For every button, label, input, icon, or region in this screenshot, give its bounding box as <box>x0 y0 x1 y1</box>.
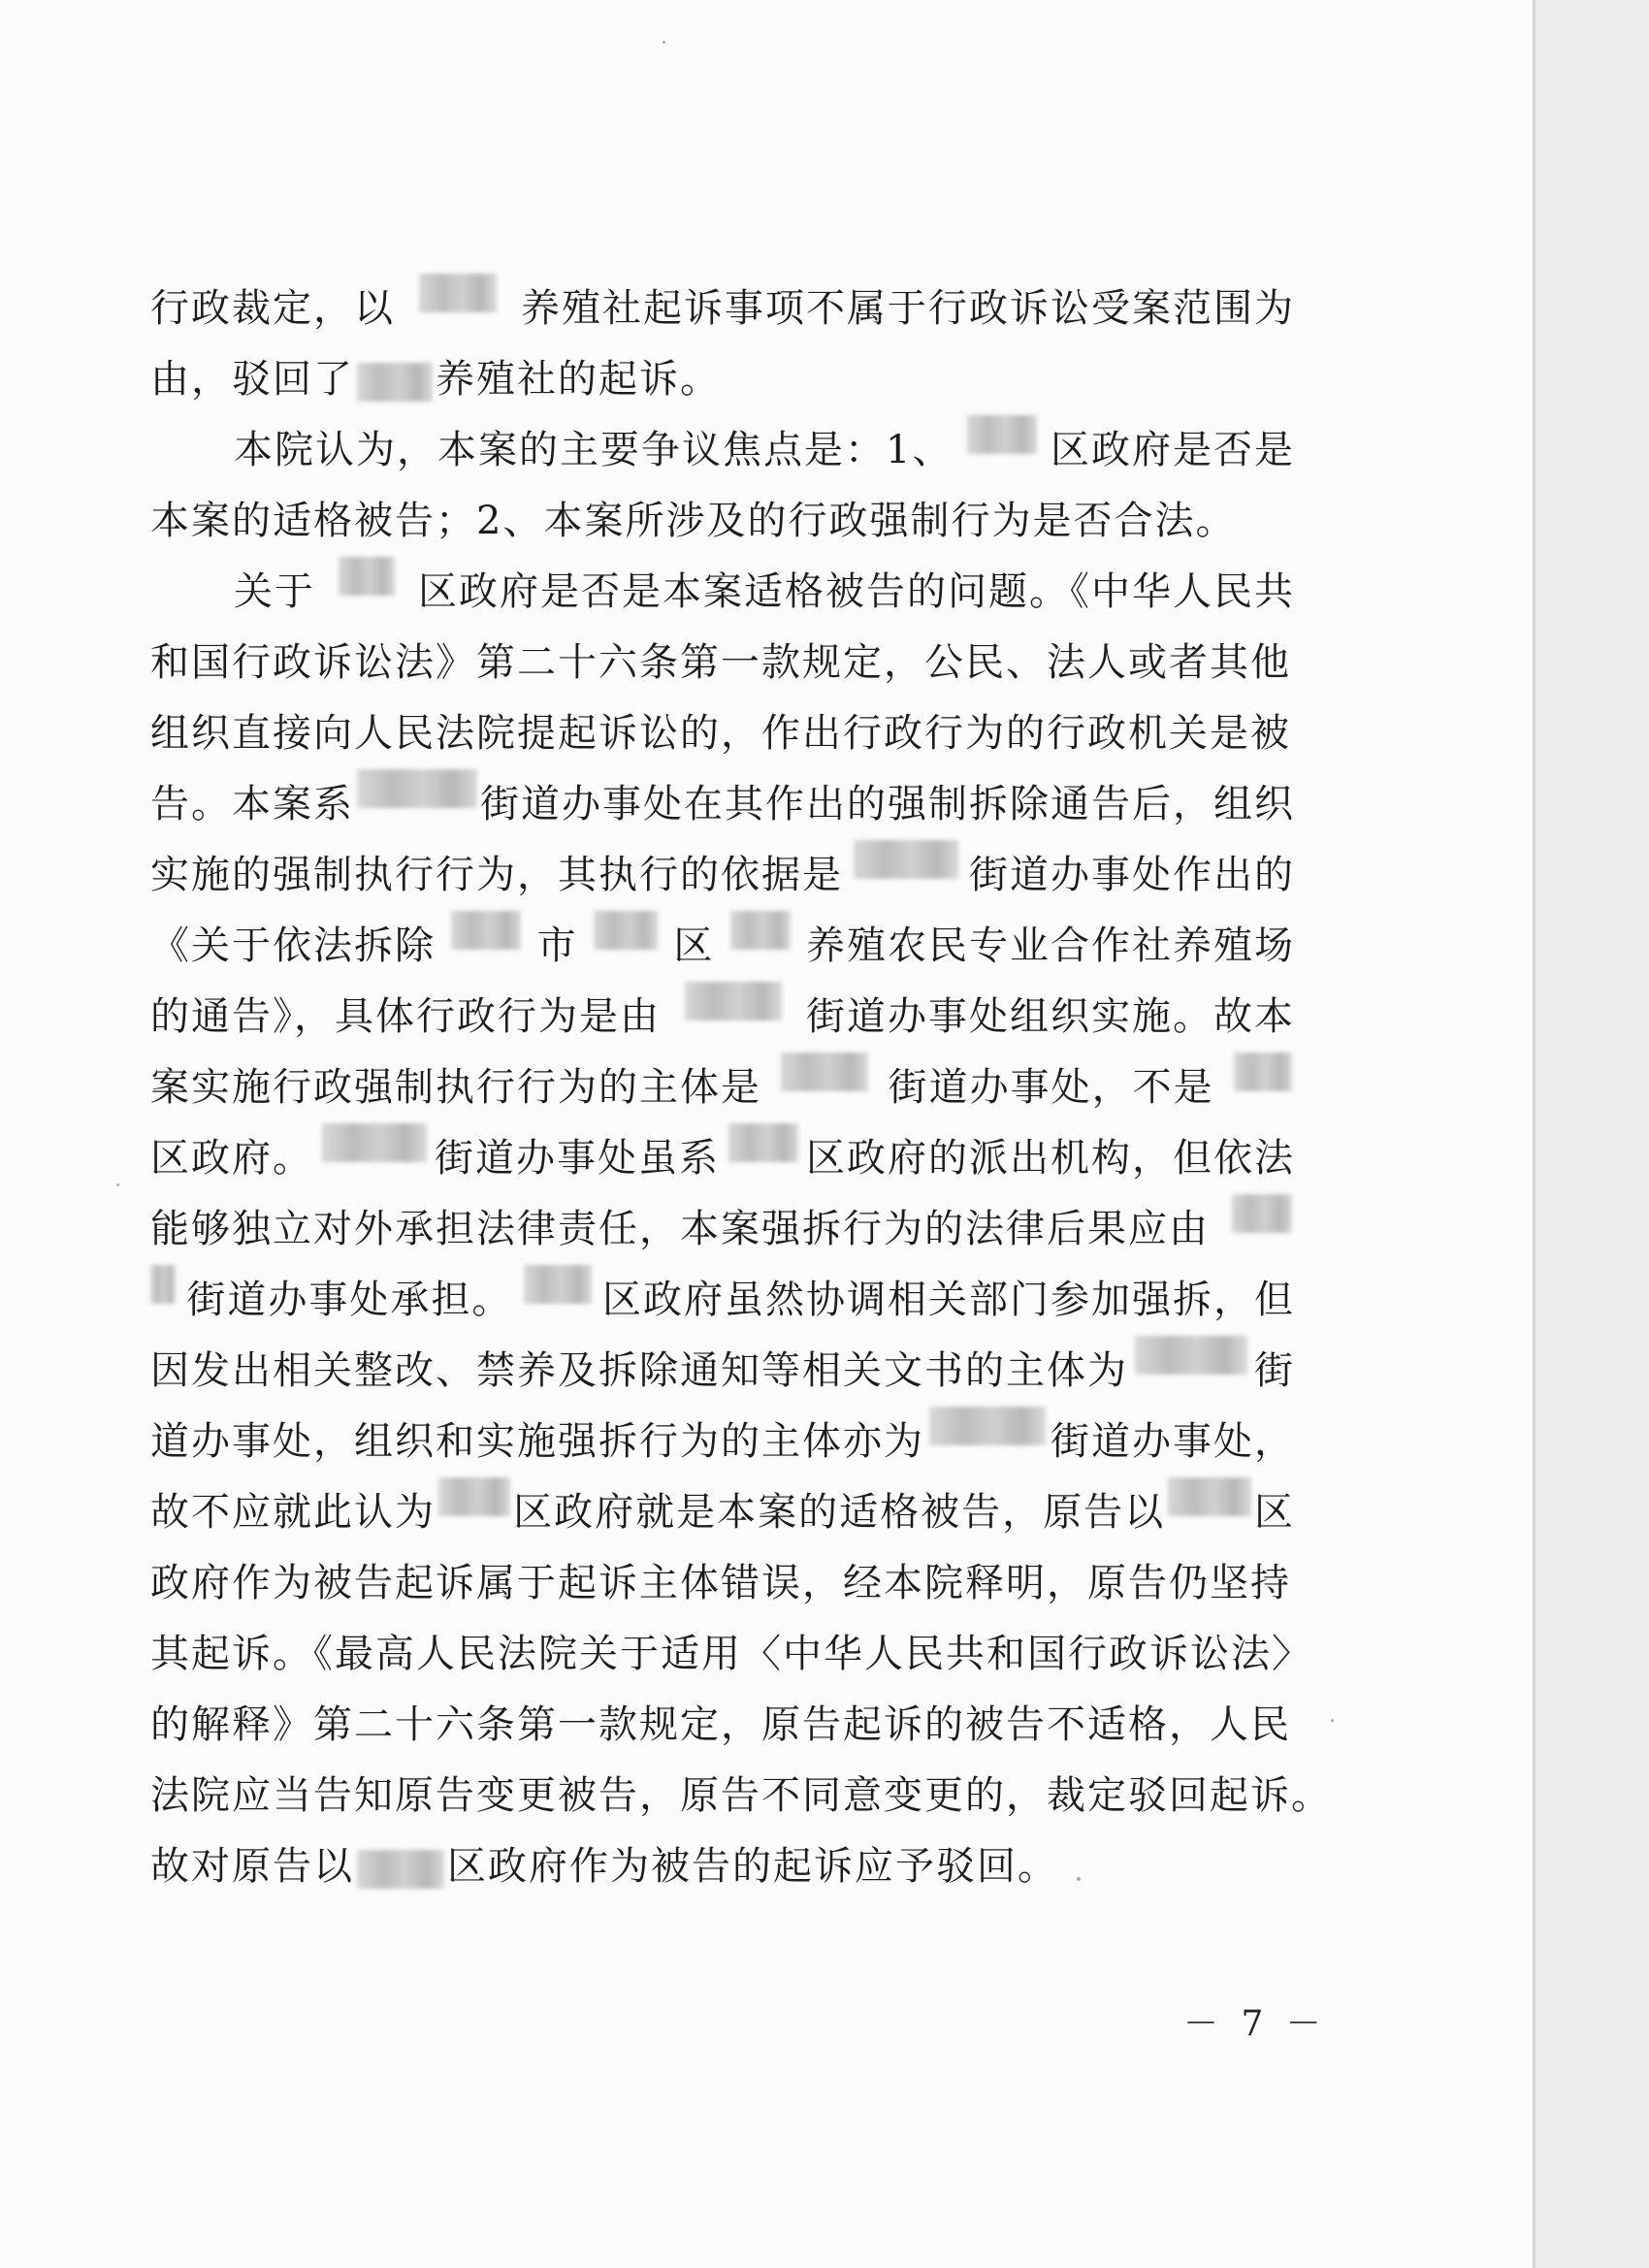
line-text: 区政府。 <box>150 1136 313 1181</box>
redacted-name <box>781 1053 868 1091</box>
redacted-name <box>594 911 658 950</box>
line-text: 的通告》，具体行政行为是由 <box>150 994 661 1039</box>
redacted-name <box>419 274 497 312</box>
line-text: 街道办事处承担。 <box>186 1278 513 1322</box>
scan-speck <box>1077 1877 1081 1881</box>
line-text: 街道办事处作出的 <box>969 853 1295 897</box>
line-text: 街道办事处虽系 <box>435 1136 720 1181</box>
line-text: 本案的适格被告；2、本案所涉及的行政强制行为是否合法。 <box>150 499 1237 543</box>
text-line-6 <box>150 628 1295 698</box>
line-text: 故对原告以 <box>150 1844 354 1889</box>
text-line-12 <box>150 1053 1295 1123</box>
line-text: 本院认为，本案的主要争议焦点是：1、 <box>234 428 954 472</box>
text-line-18 <box>150 1477 1295 1548</box>
redacted-name <box>1232 1194 1292 1233</box>
redacted-name <box>150 1265 176 1304</box>
line-text: 街道办事处组织实施。故本 <box>806 994 1295 1039</box>
line-text: 《关于依法拆除 <box>150 923 436 968</box>
line-text: 区政府作为被告的起诉应予驳回。 <box>447 1844 1058 1889</box>
redacted-name <box>339 557 395 596</box>
text-line-7 <box>150 698 1295 769</box>
redacted-name <box>730 911 791 950</box>
text-line-5 <box>234 557 1295 628</box>
line-text: 政府作为被告起诉属于起诉主体错误，经本院释明，原告仍坚持 <box>150 1561 1291 1605</box>
text-line-19 <box>150 1548 1295 1619</box>
line-text: 的解释》第二十六条第一款规定，原告起诉的被告不适格，人民 <box>150 1702 1291 1747</box>
text-line-20 <box>150 1619 1312 1690</box>
line-text: 区政府是否是 <box>1050 428 1295 472</box>
text-line-11 <box>150 982 1295 1053</box>
line-text: 街 <box>1254 1348 1295 1393</box>
redacted-name <box>451 911 521 950</box>
text-line-16 <box>150 1336 1295 1407</box>
line-text: 行政裁定，以 <box>150 286 395 331</box>
redacted-name <box>357 1850 444 1889</box>
line-text: 养殖社的起诉。 <box>436 357 721 402</box>
line-text: 养殖农民专业合作社养殖场 <box>805 923 1295 968</box>
redacted-name <box>1135 1336 1247 1375</box>
line-text: 案实施行政强制执行行为的主体是 <box>150 1065 761 1110</box>
line-text: 因发出相关整改、禁养及拆除通知等相关文书的主体为 <box>150 1348 1128 1393</box>
redacted-name <box>854 840 958 879</box>
redacted-name <box>1234 1053 1292 1091</box>
redacted-name <box>438 1477 510 1516</box>
line-text: 区政府就是本案的适格被告，原告以 <box>513 1490 1166 1535</box>
line-text: 和国行政诉讼法》第二十六条第一款规定，公民、法人或者其他 <box>150 640 1291 685</box>
redacted-name <box>685 982 782 1021</box>
redacted-name <box>1168 1477 1251 1516</box>
text-line-10 <box>150 911 1295 982</box>
line-text: 法院应当告知原告变更被告，原告不同意变更的，裁定驳回起诉。 <box>150 1773 1332 1818</box>
redacted-name <box>357 363 433 402</box>
line-text: 能够独立对外承担法律责任，本案强拆行为的法律后果应由 <box>150 1207 1210 1251</box>
line-text: 街道办事处在其作出的强制拆除通告后，组织 <box>480 782 1295 826</box>
text-line-3 <box>234 415 1295 486</box>
text-line-17 <box>150 1407 1295 1477</box>
text-line-13 <box>150 1123 1295 1194</box>
scan-speck <box>1331 1719 1334 1722</box>
line-text: 区政府的派出机构，但依法 <box>806 1136 1295 1181</box>
scan-speck <box>663 41 665 44</box>
line-text: 关于 <box>234 569 315 614</box>
redacted-name <box>728 1123 798 1162</box>
line-text: 市 <box>536 923 578 968</box>
scanner-background <box>1536 0 1649 2268</box>
line-text: 实施的强制执行行为，其执行的依据是 <box>150 853 843 897</box>
line-text: 区政府是否是本案适格被告的问题。《中华人民共 <box>418 569 1295 614</box>
line-text: 街道办事处， <box>1051 1419 1295 1464</box>
text-line-23 <box>150 1831 1295 1902</box>
line-text: 街道办事处，不是 <box>888 1065 1214 1110</box>
scan-speck <box>116 1183 119 1186</box>
line-text: 区 <box>1254 1490 1295 1535</box>
redacted-name <box>322 1123 427 1162</box>
line-text: 区政府虽然协调相关部门参加强拆，但 <box>601 1278 1295 1322</box>
line-text: 告。本案系 <box>150 782 354 826</box>
page-number: － 7 － <box>1183 2004 1327 2044</box>
line-text: 其起诉。《最高人民法院关于适用〈中华人民共和国行政诉讼法〉 <box>150 1632 1312 1676</box>
text-line-15 <box>150 1265 1295 1336</box>
text-line-21 <box>150 1690 1295 1761</box>
line-text: 道办事处，组织和实施强拆行为的主体亦为 <box>150 1419 924 1464</box>
redacted-name <box>929 1407 1046 1445</box>
redacted-name <box>357 769 477 808</box>
line-text: 组织直接向人民法院提起诉讼的，作出行政行为的行政机关是被 <box>150 711 1291 756</box>
line-text: 区 <box>673 923 715 968</box>
line-text: 故不应就此认为 <box>150 1490 436 1535</box>
redacted-name <box>524 1265 592 1304</box>
text-line-2 <box>150 344 1295 415</box>
line-text: 由，驳回了 <box>150 357 354 402</box>
text-line-9 <box>150 840 1295 911</box>
text-line-14 <box>150 1194 1295 1265</box>
line-text: 养殖社起诉事项不属于行政诉讼受案范围为 <box>521 286 1295 331</box>
redacted-name <box>967 415 1037 454</box>
text-line-8 <box>150 769 1295 840</box>
text-line-1 <box>150 274 1295 344</box>
text-line-4 <box>150 486 1295 557</box>
body-text <box>150 274 1332 1902</box>
text-line-22 <box>150 1761 1332 1831</box>
